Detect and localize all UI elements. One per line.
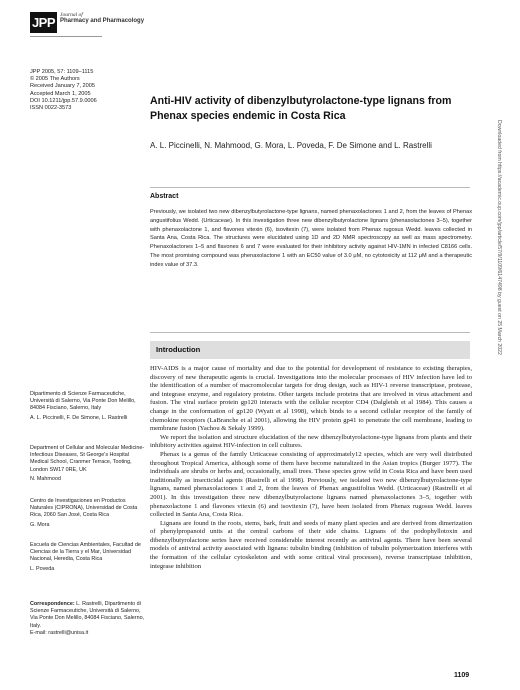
- abstract-text: Previously, we isolated two new dibenzylbutyrolactone-type lignans, named phenaxolactones 1 and 2, from the leaves of Phenax angustifolius Wedd. (Urticaceae). In this investigation three new dibenzylbutyrolactone lignans (phenaxolactones 3–5), together with phenaxolactone 1, and flavones vitexin (6), isovitexin (7), were isolated from Phenax rugosus Wedd. leaves collected in Santa Ana, Costa Rica. The structures were elucidated using 1D and 2D NMR spectroscopy as well as mass spectrometry. Phenaxolactones 1–5 and flavones 6 and 7 were evaluated for their inhibitory activity against HIV-1MN in infected C8166 cells. The most promising compound was phenaxolactone 1 with an EC50 value of 3.0 μM, no cytotoxicity at 112 μM and a therapeutic index value of 37.3.: [150, 209, 472, 268]
- intro-paragraph: Lignans are found in the roots, stems, bark, fruit and seeds of many plant species and are derived from dimerization of phenylpropanoid units at the central carbons of their side chains. Lignans of the podophyllotoxin and dibenzylbutyrolactone series have received considerable interest recently as antiviral agents. There have been several models of antiviral activity associated with lignans: tubulin binding (inhibition of tubulin polymerization interferes with the formation of the cellular cytoskeleton and with some critical viral processes), reverse transcriptase inhibition, integrase inhibition: [150, 519, 472, 570]
- affiliation-people: A. L. Piccinelli, F. De Simone, L. Rastrelli: [30, 414, 128, 421]
- correspondence-email[interactable]: E-mail: rastrelli@unisa.it: [30, 629, 89, 636]
- download-sidenote: Downloaded from https://academic.oup.com/jpp/article/57/9/1109/6147498 by guest on 25 March 2022: [496, 120, 502, 355]
- article-title: Anti-HIV activity of dibenzylbutyrolactone-type lignans from Phenax species endemic in Costa Rica: [150, 95, 452, 122]
- affiliation-people: L. Poveda: [30, 565, 55, 572]
- affiliation-people: N. Mahmood: [30, 475, 61, 482]
- introduction-heading: Introduction: [156, 345, 201, 354]
- affiliation-org: Centro de Investigaciones en Productos Naturales (CIPRONA), Universidad de Costa Rica, 2060 San José, Costa Rica: [30, 498, 138, 519]
- affiliation-org: Dipartimento di Scienze Farmaceutiche, Università di Salerno, Via Ponte Don Melillo, 84084 Fisciano, Salerno, Italy: [30, 391, 136, 412]
- journal-title: Pharmacy and Pharmacology: [60, 18, 145, 24]
- affiliation-org: Department of Cellular and Molecular Medicine-Infectious Diseases, St George's Hospital Medical School, Cranmer Terrace, Tooting, London SW17 0RE, UK: [30, 445, 145, 473]
- copyright: © 2005 The Authors: [30, 76, 80, 83]
- abstract-top-rule: [150, 187, 470, 188]
- abstract-heading: Abstract: [150, 193, 179, 200]
- page-number: 1109: [454, 672, 470, 679]
- citation: JPP 2005, 57: 1109–1115: [30, 69, 94, 75]
- correspondence-label: Correspondence:: [30, 601, 75, 607]
- accepted-date: Accepted March 1, 2005: [30, 90, 91, 97]
- issn: ISSN 0022-3573: [30, 105, 72, 112]
- publication-meta: [30, 69, 150, 112]
- received-date: Received January 7, 2005: [30, 83, 95, 90]
- correspondence-block: [30, 601, 145, 637]
- affiliation-block: [30, 542, 145, 573]
- journal-of-label: Journal of: [60, 12, 83, 18]
- affiliation-org: Escuela de Ciencias Ambientales, Facultad de Ciencias de la Tierra y el Mar, Universidad Nacional, Heredia, Costa Rica: [30, 542, 141, 563]
- intro-paragraph: We report the isolation and structure elucidation of the new dibenzylbutyrolactone-type lignans from plants and their inhibitory activities against HIV-infection in cell cultures.: [150, 433, 472, 450]
- doi: DOI 10.1211/jpp.57.9.0006: [30, 97, 97, 104]
- logo-divider: [30, 36, 102, 37]
- abstract-bottom-rule: [150, 332, 470, 333]
- intro-paragraph: Phenax is a genus of the family Urticaceae consisting of approximately12 species, which are very well distributed throughout Tropical America, although some of them have become naturalized in the Asian tropics (Burger 1977). The individuals are shrubs or herbs and, occasionally, small trees. These species grow wild in Costa Rica and have been used traditionally as insecticidal agents (Rastrelli et al 1998). Previously, we isolated two new dibenzylbutyrolactone-type lignans, named phenaxolactones 1 and 2, from the leaves of Phenax angustifolius Wedd. (Urticaceae) (Rastrelli et al 2001). In this investigation three new dibenzylbutyrolactone lignans named phenaxolactones 3–5, together with phenaxolactone 1 and flavones vitexin (6) and isovitexin (7), have been isolated from Phenax rugosus Wedd. leaves collected in Santa Ana, Costa Rica.: [150, 450, 472, 519]
- affiliation-block: [30, 445, 145, 483]
- journal-name: [60, 12, 144, 24]
- author-list: A. L. Piccinelli, N. Mahmood, G. Mora, L. Poveda, F. De Simone and L. Rastrelli: [150, 141, 432, 150]
- correspondence-address: L. Rastrelli, Dipartimento di Scienze Farmaceutiche, Università di Salerno, Via Ponte Don Melillo, 84084 Fisciano, Salerno, Italy.: [30, 601, 145, 629]
- affiliation-block: [30, 391, 145, 422]
- intro-paragraph: HIV-AIDS is a major cause of mortality and due to the potential for development of resistance to existing therapies, discovery of new therapeutic agents is crucial. Investigations into the molecular processes of HIV infection have led to the identification of a number of macromolecular targets for drug design, such as HIV-1 reverse transcriptase, protease, and integrase enzyme, and regulatory proteins. Other targets include proteins that are involved in virus attachment and fusion. The viral surface protein gp120 interacts with the cellular receptor CD4 (Dalgleish et al 1984). This causes a change in the conformation of gp120 (Wyatt et al 1998), which binds to a second cellular receptor of the family of chemokine receptors (LaBranche et al 2001), allowing the HIV protein gp41 to penetrate the cell membrane, leading to membrane fusion (Yachou & Sekaly 1999).: [150, 365, 472, 433]
- affiliation-people: G. Mora: [30, 521, 50, 528]
- journal-logo: JPP: [30, 12, 57, 33]
- affiliation-block: [30, 498, 145, 529]
- introduction-body: [150, 365, 472, 571]
